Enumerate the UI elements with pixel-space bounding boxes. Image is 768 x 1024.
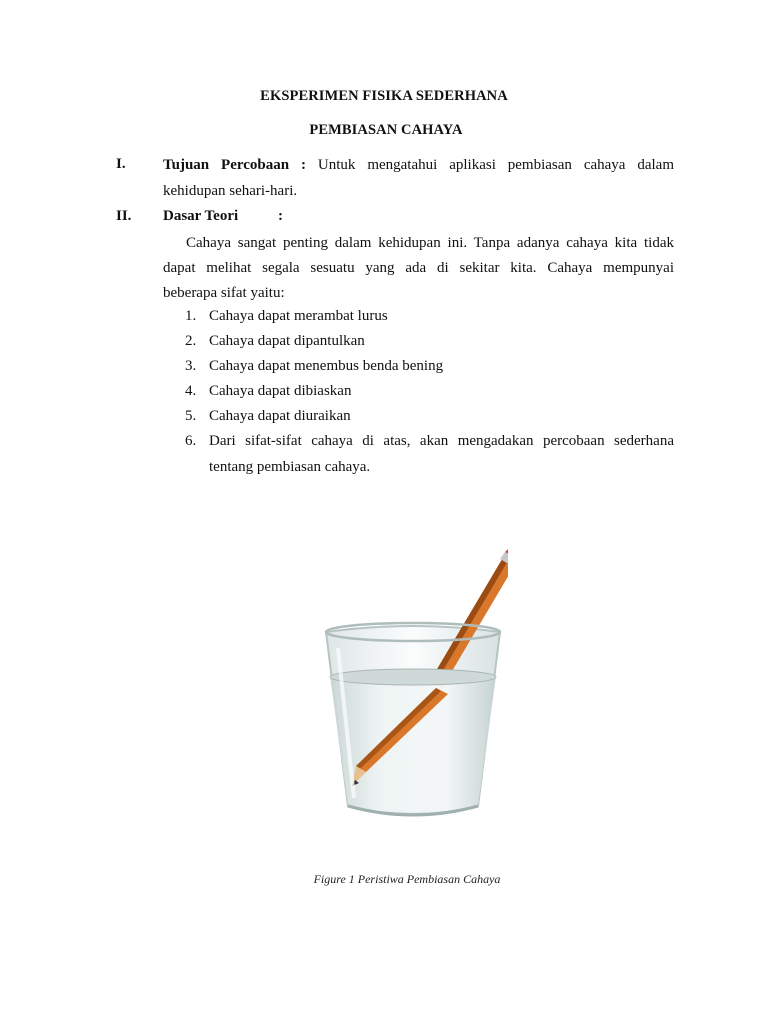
section-1-line-1 [163, 155, 674, 175]
figure-caption: Figure 1 Peristiwa Pembiasan Cahaya [313, 872, 501, 886]
paragraph-line: dapat melihat segala sesuatu yang ada di sekitar kita. Cahaya mempunyai [163, 260, 674, 276]
page-title: EKSPERIMEN FISIKA SEDERHANA [260, 88, 508, 104]
list-number: 6. [185, 433, 197, 449]
section-number-2: II. [116, 208, 132, 224]
section-1-line-2: kehidupan sehari-hari. [163, 183, 298, 199]
list-number: 5. [185, 408, 197, 424]
list-text: Cahaya dapat diuraikan [209, 408, 351, 424]
list-text: Cahaya dapat dibiaskan [209, 383, 352, 399]
list-number: 2. [185, 333, 197, 349]
paragraph-line: Cahaya sangat penting dalam kehidupan ini. Tanpa adanya cahaya kita tidak [186, 235, 674, 251]
water-surface [330, 669, 496, 685]
list-text: Cahaya dapat menembus benda bening [209, 358, 444, 374]
section-heading-2: Dasar Teori [163, 208, 239, 224]
section-1-text: Untuk mengatahui aplikasi pembiasan cahaya dalam [317, 157, 675, 173]
list-text: tentang pembiasan cahaya. [209, 459, 371, 475]
list-number: 3. [185, 358, 197, 374]
list-text: Cahaya dapat merambat lurus [209, 308, 388, 324]
list-text: Dari sifat-sifat cahaya di atas, akan mengadakan percobaan sederhana [209, 433, 674, 449]
list-number: 1. [185, 308, 197, 324]
figure-glass-pencil-image [318, 548, 508, 824]
list-number: 4. [185, 383, 197, 399]
page-subtitle: PEMBIASAN CAHAYA [309, 122, 463, 138]
section-heading-2-colon: : [278, 208, 283, 224]
paragraph-line: beberapa sifat yaitu: [163, 285, 285, 301]
list-text: Cahaya dapat dipantulkan [209, 333, 365, 349]
section-heading-1: Tujuan Percobaan : [163, 157, 307, 173]
section-number-1: I. [116, 156, 126, 172]
